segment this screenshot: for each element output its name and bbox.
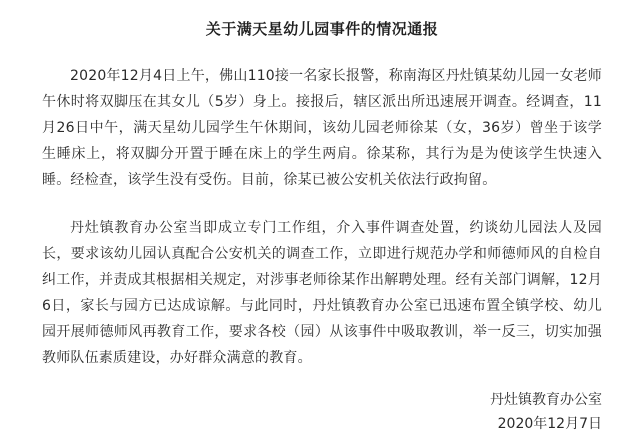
paragraph-follow-up-actions: 丹灶镇教育办公室当即成立专门工作组，介入事件调查处置，约谈幼儿园法人及园长，要求该幼儿园认真配合公安机关的调查工作，立即进行规范办学和师德师风的自检自纠工作，并责成其根据相关规定，对涉事老师徐某作出解聘处理。经有关部门调解，12月6日，家长与园方已达成谅解。与此同时，丹灶镇教育办公室已迅速布置全镇学校、幼儿园开展师德师风再教育工作，要求各校（园）从该事件中吸取教训，举一反三，切实加强教师队伍素质建设，办好群众满意的教育。 — [42, 220, 602, 366]
document-title: 关于满天星幼儿园事件的情况通报 — [205, 20, 439, 38]
paragraph-incident-report: 2020年12月4日上午，佛山110接一名家长报警，称南海区丹灶镇某幼儿园一女老师午休时将双脚压在其女儿（5岁）身上。接报后，辖区派出所迅速展开调查。经调查，11月26日中午，满天星幼儿园学生午休期间，该幼儿园老师徐某（女，36岁）曾坐于该学生睡床上，将双脚分开置于睡在床上的学生两肩。徐某称，其行为是为使该学生快速入睡。经检查，该学生没有受伤。目前，徐某已被公安机关依法行政拘留。 — [42, 68, 602, 188]
signature-date: 2020年12月7日 — [497, 416, 602, 432]
signature-organization: 丹灶镇教育办公室 — [490, 392, 602, 408]
